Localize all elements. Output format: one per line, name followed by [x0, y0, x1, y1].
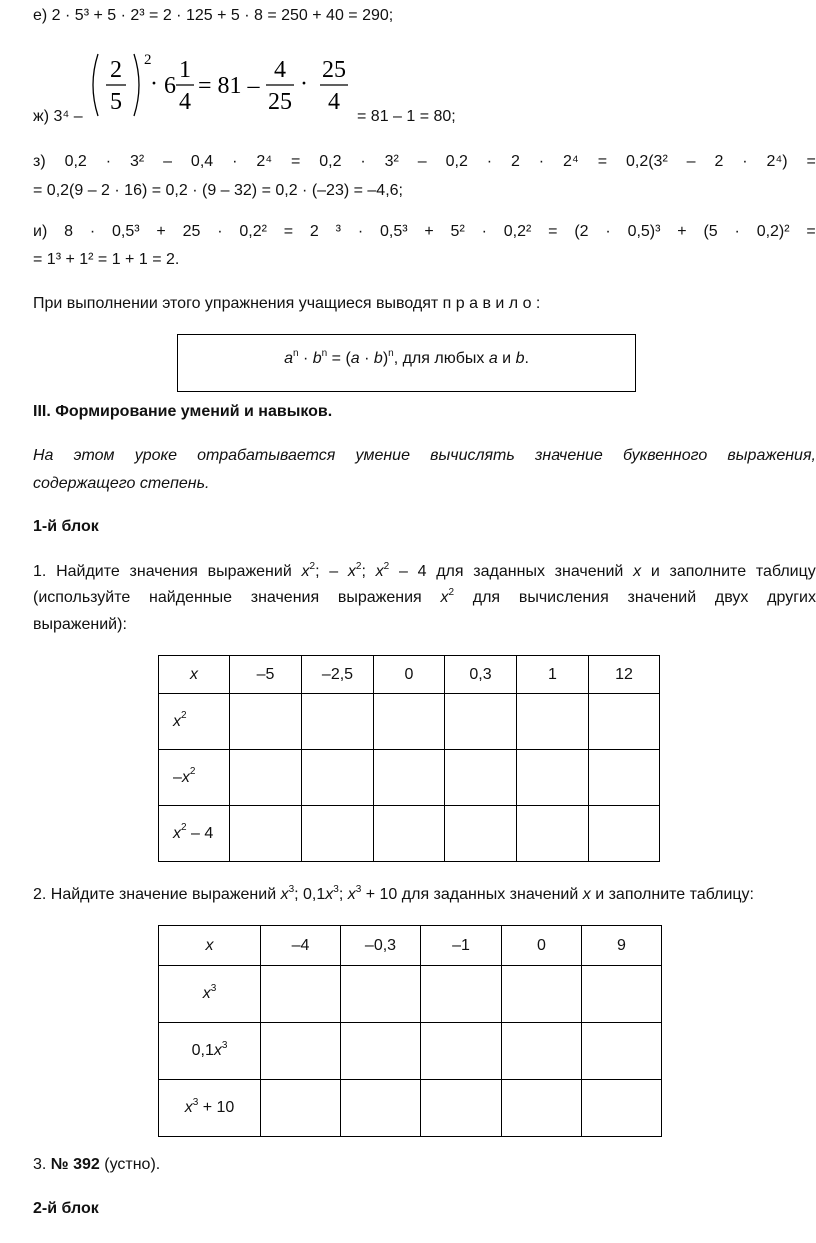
rule-text: $a^n \cdot b^n = (a \cdot b)^n$, для любых a и b. [284, 347, 529, 367]
token: На [33, 447, 54, 464]
table-2 [158, 925, 662, 1137]
token: · [105, 153, 112, 170]
table-cell: 1 [517, 656, 589, 694]
token: + [424, 223, 434, 240]
table-cell: $x^3 + 10$ [159, 1080, 261, 1137]
table-cell: 9 [582, 926, 662, 966]
line-z-row2: = 0,2(9 – 2 · 16) = 0,2 · (9 – 32) = 0,2 · (–23) = –4,6; [33, 182, 403, 199]
token: и) [33, 223, 48, 240]
token: 3² [384, 153, 399, 170]
token: · [481, 223, 487, 240]
token: уроке [134, 447, 177, 464]
table-row [159, 694, 660, 750]
task1-line3: выражений): [33, 616, 127, 633]
table-cell: $x^3$ [159, 966, 261, 1023]
token: значение [534, 447, 603, 464]
token: 0,2² [239, 223, 267, 240]
rule-intro: При выполнении этого упражнения учащиеся выводят п р а в и л о : [33, 295, 541, 312]
table-cell: –2,5 [302, 656, 374, 694]
table-cell: x [159, 656, 230, 694]
table-row [159, 1023, 662, 1080]
token: 2 [510, 153, 520, 170]
right-paren [134, 54, 139, 116]
frac-num: 2 [110, 57, 122, 83]
line-zh-prefix: ж) 3⁴ – [33, 108, 83, 125]
token: (2 [574, 223, 589, 240]
token: 25 [182, 223, 201, 240]
f3-den: 4 [328, 89, 340, 115]
token: – [417, 153, 427, 170]
token: = [597, 153, 608, 170]
f2-den: 25 [268, 89, 292, 115]
line-i-row2: = 1³ + 1² = 1 + 1 = 2. [33, 251, 180, 268]
rule-box [177, 334, 636, 392]
token: – [163, 153, 173, 170]
token: 0,4 [190, 153, 214, 170]
token: – [686, 153, 696, 170]
table-cell: –4 [261, 926, 341, 966]
token: + [156, 223, 166, 240]
token: ³ [335, 223, 341, 240]
token: 2 [309, 223, 319, 240]
token: выражения, [727, 447, 816, 464]
table-1 [158, 655, 660, 862]
table-cell: –1 [421, 926, 502, 966]
token: 2⁴ [256, 153, 273, 170]
token: 0,5³ [111, 223, 140, 240]
block1-heading: 1-й блок [33, 518, 99, 535]
token: буквенного [623, 447, 708, 464]
table-cell: $-x^2$ [159, 750, 230, 806]
table-cell: $x^2$ [159, 694, 230, 750]
f3-num: 25 [322, 57, 346, 83]
table-cell: $x^2 - 4$ [159, 806, 230, 862]
token: = [806, 153, 816, 170]
token: 0,5³ [379, 223, 408, 240]
table-cell: $0,1x^3$ [159, 1023, 261, 1080]
token: · [734, 223, 740, 240]
token: 0,2 [319, 153, 342, 170]
token: 0,2² [503, 223, 532, 240]
table-cell: x [159, 926, 261, 966]
token: · [360, 153, 366, 170]
token: этом [73, 447, 115, 464]
token: · [357, 223, 364, 240]
token: 0,5)³ [627, 223, 661, 240]
eq-81: = 81 – [198, 73, 260, 99]
block2-heading: 2-й блок [33, 1200, 99, 1217]
frac-den: 5 [110, 89, 122, 115]
token: = [548, 223, 558, 240]
exp: 2 [144, 52, 152, 68]
token: 0,2(3² [625, 153, 668, 170]
token: 5² [450, 223, 465, 240]
token: · [742, 153, 748, 170]
table-cell: 0 [374, 656, 445, 694]
f2-num: 4 [274, 57, 286, 83]
token: = [291, 153, 301, 170]
table-cell: 12 [589, 656, 660, 694]
token: · [605, 223, 611, 240]
left-paren [93, 54, 98, 116]
table-cell: 0,3 [445, 656, 517, 694]
dot2: · [300, 71, 308, 97]
line-zh-result: = 81 – 1 = 80; [357, 108, 456, 125]
table-cell: 0 [502, 926, 582, 966]
table-row [159, 806, 660, 862]
token: · [89, 223, 96, 240]
task2-line: 2. Найдите значение выражений $x^3$; $0,1x^3$; $x^3 + 10$ для заданных значений x и заполните таблицу: [33, 883, 754, 903]
token: умение [355, 447, 410, 464]
dot1: · [150, 71, 158, 97]
section-heading: III. Формирование умений и навыков. [33, 403, 333, 420]
table-row [159, 750, 660, 806]
table-row [159, 656, 660, 694]
task3: 3. № 392 (устно). [33, 1156, 161, 1173]
token: · [232, 153, 238, 170]
token: вычислять [430, 447, 515, 464]
token: 0,2 [64, 153, 87, 170]
token: 8 [64, 223, 73, 240]
token: + [677, 223, 687, 240]
token: з) [33, 153, 46, 170]
token: · [538, 153, 545, 170]
formula-zh [88, 50, 358, 120]
token: 2 [714, 153, 724, 170]
token: = [806, 223, 816, 240]
table-row [159, 926, 662, 966]
token: 2⁴ [563, 153, 579, 170]
token: 3² [129, 153, 145, 170]
token: отрабатывается [197, 447, 336, 464]
token: · [217, 223, 223, 240]
token: · [486, 153, 493, 170]
table-cell: –0,3 [341, 926, 421, 966]
table-row [159, 1080, 662, 1137]
mixed-whole: 6 [164, 73, 176, 99]
section-note-line1 [33, 446, 816, 466]
token: = [283, 223, 294, 240]
token: 0,2)² [756, 223, 790, 240]
mixed-num: 1 [179, 57, 191, 83]
line-e: е) 2 · 5³ + 5 · 2³ = 2 · 125 + 5 · 8 = 250 + 40 = 290; [33, 7, 394, 24]
line-z-row1 [33, 152, 816, 172]
token: (5 [703, 223, 718, 240]
task1-line2: (используйте найденные значения выражения $x^2$ для вычисления значений двух других [33, 586, 816, 606]
token: 2⁴) [766, 153, 788, 170]
table-row [159, 966, 662, 1023]
task1-line1: 1. Найдите значения выражений $x^2$; – $x^2$; $x^2$ – 4 для заданных значений x и заполните таблицу [33, 560, 816, 580]
section-note-line2: содержащего степень. [33, 475, 210, 492]
token: 0,2 [445, 153, 468, 170]
mixed-den: 4 [179, 89, 191, 115]
line-i-row1 [33, 222, 816, 242]
table-cell: –5 [230, 656, 302, 694]
